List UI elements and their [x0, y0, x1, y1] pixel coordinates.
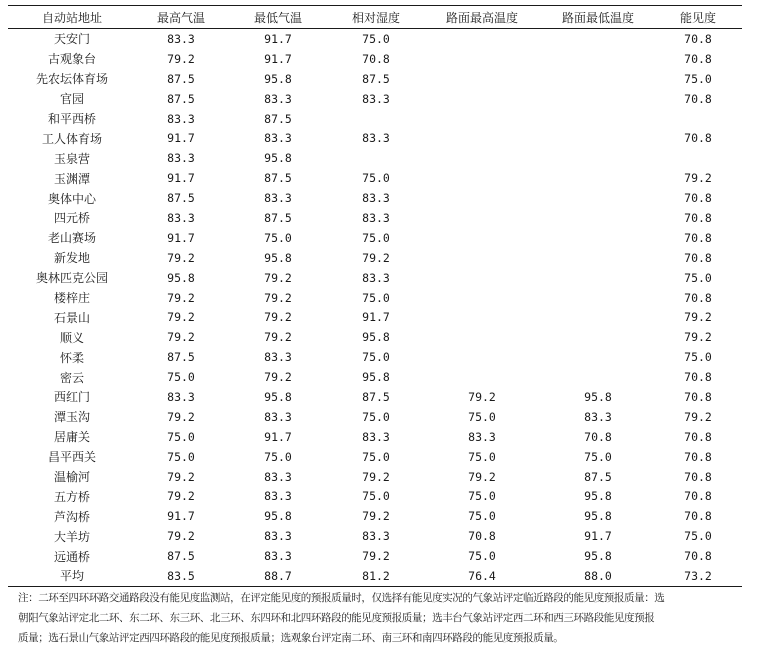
cell-road-min-temp: 91.7	[584, 529, 612, 544]
cell-station: 老山赛场	[47, 231, 96, 246]
cell-visibility: 75.0	[684, 71, 712, 86]
cell-road-max-temp	[422, 69, 542, 89]
cell-max-temp: 91.7	[167, 131, 195, 146]
cell-road-max-temp: 75.0	[468, 489, 496, 504]
table-row	[8, 89, 742, 109]
cell-station: 工人体育场	[41, 131, 102, 146]
cell-station: 芦沟桥	[53, 509, 90, 524]
table-row	[8, 327, 742, 347]
cell-humidity: 95.8	[362, 330, 390, 345]
cell-road-max-temp	[422, 148, 542, 168]
table-row	[8, 427, 742, 447]
cell-humidity: 95.8	[362, 370, 390, 385]
cell-humidity: 83.3	[362, 191, 390, 206]
cell-road-max-temp	[422, 268, 542, 288]
cell-road-max-temp	[422, 228, 542, 248]
cell-road-max-temp	[422, 29, 542, 49]
cell-humidity: 75.0	[362, 489, 390, 504]
cell-road-max-temp	[422, 168, 542, 188]
cell-min-temp: 79.2	[264, 370, 292, 385]
cell-visibility: 70.8	[684, 230, 712, 245]
cell-min-temp: 75.0	[264, 230, 292, 245]
cell-road-min-temp: 95.8	[584, 389, 612, 404]
cell-road-max-temp: 70.8	[468, 529, 496, 544]
table-row	[8, 208, 742, 228]
cell-road-min-temp	[542, 228, 654, 248]
cell-station: 先农坛体育场	[35, 72, 108, 87]
cell-min-temp: 91.7	[264, 51, 292, 66]
cell-visibility: 79.2	[684, 171, 712, 186]
cell-visibility: 70.8	[684, 489, 712, 504]
cell-road-min-temp: 87.5	[584, 469, 612, 484]
cell-max-temp: 75.0	[167, 370, 195, 385]
cell-road-min-temp	[542, 268, 654, 288]
cell-road-min-temp: 83.3	[584, 409, 612, 424]
cell-humidity	[330, 148, 422, 168]
cell-road-max-temp	[422, 327, 542, 347]
cell-visibility: 75.0	[684, 350, 712, 365]
table-row	[8, 29, 742, 49]
cell-max-temp: 79.2	[167, 529, 195, 544]
cell-station: 玉泉营	[53, 151, 90, 166]
cell-max-temp: 83.3	[167, 111, 195, 126]
cell-station: 楼梓庄	[53, 291, 90, 306]
footnote-line: 注：二环至四环环路交通路段没有能见度监测站，在评定能见度的预报质量时，仅选择有能见度实况的气象站评定临近路段的能见度预报质量：选	[18, 592, 665, 604]
cell-road-max-temp	[422, 248, 542, 268]
cell-station: 官园	[59, 92, 84, 107]
header-road-min-temp: 路面最低温度	[542, 6, 654, 29]
cell-road-min-temp	[542, 168, 654, 188]
cell-max-temp: 79.2	[167, 310, 195, 325]
cell-min-temp: 83.3	[264, 549, 292, 564]
header-min-temp: 最低气温	[226, 6, 330, 29]
cell-max-temp: 79.2	[167, 489, 195, 504]
cell-road-min-temp	[542, 49, 654, 69]
cell-station: 昌平西关	[47, 450, 96, 465]
cell-road-max-temp	[422, 109, 542, 129]
cell-station: 潭玉沟	[53, 410, 90, 425]
cell-visibility: 70.8	[684, 509, 712, 524]
cell-road-max-temp: 79.2	[468, 389, 496, 404]
cell-max-temp: 75.0	[167, 429, 195, 444]
cell-max-temp: 83.3	[167, 389, 195, 404]
cell-road-min-temp	[542, 208, 654, 228]
cell-visibility	[654, 109, 742, 129]
cell-visibility: 70.8	[684, 370, 712, 385]
cell-max-temp: 87.5	[167, 350, 195, 365]
cell-max-temp: 83.3	[167, 210, 195, 225]
cell-visibility: 79.2	[684, 330, 712, 345]
cell-station: 大羊坊	[53, 529, 90, 544]
cell-humidity: 75.0	[362, 171, 390, 186]
cell-road-max-temp: 75.0	[468, 409, 496, 424]
cell-road-min-temp: 95.8	[584, 489, 612, 504]
footnote-line: 朝阳气象站评定北二环、东二环、东三环、北三环、东四环和北四环路段的能见度预报质量；选丰台气象站评定西二环和西三环路段能见度预报	[18, 612, 655, 624]
table-row	[8, 248, 742, 268]
cell-humidity: 79.2	[362, 250, 390, 265]
cell-min-temp: 91.7	[264, 31, 292, 46]
cell-min-temp: 95.8	[264, 389, 292, 404]
cell-humidity: 83.3	[362, 529, 390, 544]
cell-min-temp: 75.0	[264, 449, 292, 464]
cell-road-max-temp	[422, 128, 542, 148]
cell-min-temp: 87.5	[264, 171, 292, 186]
table-row	[8, 407, 742, 427]
cell-max-temp: 79.2	[167, 330, 195, 345]
cell-road-min-temp	[542, 89, 654, 109]
table-row	[8, 109, 742, 129]
table-body	[8, 29, 742, 587]
cell-min-temp: 79.2	[264, 330, 292, 345]
cell-road-max-temp: 76.4	[422, 566, 542, 586]
table-row	[8, 447, 742, 467]
table-row	[8, 347, 742, 367]
header-station: 自动站地址	[8, 6, 136, 29]
cell-visibility: 70.8	[684, 91, 712, 106]
cell-road-min-temp	[542, 307, 654, 327]
cell-road-max-temp	[422, 307, 542, 327]
cell-humidity: 75.0	[362, 409, 390, 424]
cell-humidity: 87.5	[362, 389, 390, 404]
cell-humidity: 79.2	[362, 469, 390, 484]
header-max-temp: 最高气温	[136, 6, 226, 29]
cell-humidity: 91.7	[362, 310, 390, 325]
cell-road-min-temp	[542, 248, 654, 268]
cell-road-max-temp: 75.0	[468, 449, 496, 464]
cell-visibility: 70.8	[684, 191, 712, 206]
table-row-average	[8, 566, 742, 586]
cell-station: 密云	[59, 370, 84, 385]
cell-humidity: 70.8	[362, 51, 390, 66]
cell-humidity	[330, 109, 422, 129]
table-row	[8, 467, 742, 487]
cell-road-min-temp: 75.0	[584, 449, 612, 464]
cell-min-temp: 87.5	[264, 111, 292, 126]
table-row	[8, 268, 742, 288]
table-header-row	[8, 6, 742, 29]
cell-max-temp: 79.2	[167, 469, 195, 484]
cell-min-temp: 79.2	[264, 290, 292, 305]
header-humidity: 相对湿度	[330, 6, 422, 29]
cell-road-min-temp: 95.8	[584, 509, 612, 524]
cell-max-temp: 79.2	[167, 250, 195, 265]
cell-min-temp: 83.3	[264, 350, 292, 365]
table-row	[8, 526, 742, 546]
cell-visibility: 70.8	[684, 210, 712, 225]
cell-station: 五方桥	[53, 489, 90, 504]
cell-road-max-temp	[422, 89, 542, 109]
cell-max-temp: 87.5	[167, 71, 195, 86]
cell-humidity: 75.0	[362, 31, 390, 46]
cell-min-temp: 95.8	[264, 250, 292, 265]
cell-humidity: 83.3	[362, 270, 390, 285]
header-road-max-temp: 路面最高温度	[422, 6, 542, 29]
cell-road-min-temp	[542, 69, 654, 89]
cell-station: 天安门	[53, 32, 90, 47]
cell-max-temp: 83.5	[136, 566, 226, 586]
cell-visibility: 79.2	[684, 409, 712, 424]
cell-road-min-temp: 88.0	[542, 566, 654, 586]
cell-max-temp: 79.2	[167, 51, 195, 66]
cell-max-temp: 79.2	[167, 409, 195, 424]
cell-max-temp: 91.7	[167, 509, 195, 524]
cell-road-max-temp	[422, 288, 542, 308]
cell-road-min-temp	[542, 327, 654, 347]
cell-min-temp: 95.8	[264, 151, 292, 166]
cell-humidity: 75.0	[362, 290, 390, 305]
cell-min-temp: 83.3	[264, 191, 292, 206]
cell-visibility: 73.2	[654, 566, 742, 586]
cell-humidity: 75.0	[362, 350, 390, 365]
cell-humidity: 87.5	[362, 71, 390, 86]
cell-road-min-temp	[542, 188, 654, 208]
cell-station: 奥体中心	[47, 191, 96, 206]
cell-road-max-temp: 79.2	[468, 469, 496, 484]
cell-humidity: 83.3	[362, 210, 390, 225]
cell-max-temp: 87.5	[167, 191, 195, 206]
table-row	[8, 168, 742, 188]
table-row	[8, 128, 742, 148]
cell-visibility: 70.8	[684, 250, 712, 265]
cell-visibility: 70.8	[684, 429, 712, 444]
cell-max-temp: 91.7	[167, 230, 195, 245]
cell-station: 玉渊潭	[53, 171, 90, 186]
cell-station: 和平西桥	[47, 112, 96, 126]
cell-road-min-temp: 70.8	[584, 429, 612, 444]
footnote-line: 质量；选石景山气象站评定西四环路段的能见度预报质量；选观象台评定南二环、南三环和南四环路段的能见度预报质量。	[18, 632, 564, 644]
cell-max-temp: 79.2	[167, 290, 195, 305]
cell-road-min-temp	[542, 148, 654, 168]
cell-station: 西红门	[53, 390, 90, 405]
cell-visibility	[654, 148, 742, 168]
table-row	[8, 288, 742, 308]
cell-road-min-temp	[542, 109, 654, 129]
cell-visibility: 70.8	[684, 469, 712, 484]
table-row	[8, 188, 742, 208]
cell-min-temp: 91.7	[264, 429, 292, 444]
cell-station: 平均	[8, 566, 136, 586]
cell-min-temp: 87.5	[264, 210, 292, 225]
cell-road-min-temp	[542, 29, 654, 49]
table-footnote	[18, 588, 746, 648]
cell-humidity: 81.2	[330, 566, 422, 586]
cell-road-max-temp	[422, 367, 542, 387]
cell-visibility: 79.2	[684, 310, 712, 325]
cell-humidity: 79.2	[362, 509, 390, 524]
cell-humidity: 75.0	[362, 230, 390, 245]
cell-min-temp: 79.2	[264, 270, 292, 285]
cell-max-temp: 91.7	[167, 171, 195, 186]
cell-min-temp: 83.3	[264, 489, 292, 504]
cell-road-min-temp	[542, 128, 654, 148]
table-row	[8, 367, 742, 387]
cell-humidity: 83.3	[362, 131, 390, 146]
cell-visibility: 70.8	[684, 51, 712, 66]
cell-visibility: 70.8	[684, 290, 712, 305]
cell-max-temp: 83.3	[167, 31, 195, 46]
cell-humidity: 83.3	[362, 429, 390, 444]
cell-road-max-temp	[422, 208, 542, 228]
cell-road-max-temp: 83.3	[468, 429, 496, 444]
cell-humidity: 75.0	[362, 449, 390, 464]
cell-road-min-temp	[542, 347, 654, 367]
cell-visibility: 70.8	[684, 449, 712, 464]
table-row	[8, 49, 742, 69]
cell-max-temp: 87.5	[167, 549, 195, 564]
cell-max-temp: 87.5	[167, 91, 195, 106]
cell-road-max-temp: 75.0	[468, 549, 496, 564]
cell-road-min-temp	[542, 367, 654, 387]
cell-visibility: 70.8	[684, 549, 712, 564]
cell-visibility: 70.8	[684, 131, 712, 146]
cell-road-min-temp: 95.8	[584, 549, 612, 564]
cell-visibility: 75.0	[684, 529, 712, 544]
header-visibility: 能见度	[654, 6, 742, 29]
cell-road-max-temp: 75.0	[468, 509, 496, 524]
cell-station: 新发地	[53, 251, 90, 266]
cell-station: 奥林匹克公园	[35, 271, 108, 286]
cell-station: 四元桥	[53, 211, 90, 226]
table-row	[8, 69, 742, 89]
table-row	[8, 148, 742, 168]
cell-road-min-temp	[542, 288, 654, 308]
cell-humidity: 79.2	[362, 549, 390, 564]
cell-road-max-temp	[422, 49, 542, 69]
cell-visibility: 75.0	[684, 270, 712, 285]
cell-road-max-temp	[422, 347, 542, 367]
cell-visibility: 70.8	[684, 31, 712, 46]
cell-max-temp: 95.8	[167, 270, 195, 285]
cell-station: 石景山	[53, 310, 90, 325]
cell-min-temp: 79.2	[264, 310, 292, 325]
cell-station: 顺义	[59, 330, 84, 345]
cell-min-temp: 88.7	[226, 566, 330, 586]
cell-max-temp: 75.0	[167, 449, 195, 464]
cell-station: 居庸关	[53, 430, 90, 445]
cell-min-temp: 95.8	[264, 509, 292, 524]
cell-station: 怀柔	[59, 350, 84, 365]
cell-station: 温榆河	[53, 470, 90, 485]
cell-min-temp: 83.3	[264, 529, 292, 544]
table-row	[8, 307, 742, 327]
cell-min-temp: 83.3	[264, 409, 292, 424]
table-row	[8, 546, 742, 566]
table-row	[8, 486, 742, 506]
table-row	[8, 387, 742, 407]
table-row	[8, 506, 742, 526]
cell-min-temp: 83.3	[264, 91, 292, 106]
cell-min-temp: 95.8	[264, 71, 292, 86]
cell-visibility: 70.8	[684, 389, 712, 404]
cell-station: 古观象台	[47, 52, 96, 67]
cell-max-temp: 83.3	[167, 151, 195, 166]
cell-station: 远通桥	[53, 549, 90, 564]
cell-humidity: 83.3	[362, 91, 390, 106]
score-table	[8, 5, 742, 587]
cell-road-max-temp	[422, 188, 542, 208]
table-row	[8, 228, 742, 248]
cell-min-temp: 83.3	[264, 469, 292, 484]
cell-min-temp: 83.3	[264, 131, 292, 146]
